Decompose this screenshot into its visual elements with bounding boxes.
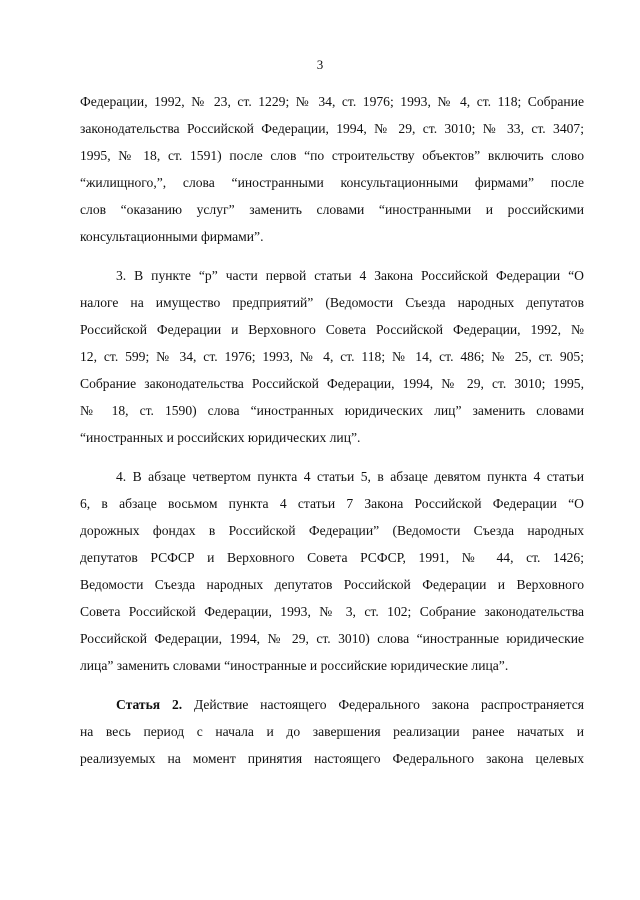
text-line: налоге на имущество предприятий” (Ведомости Съезда народных депутатов (80, 295, 584, 310)
text-line: депутатов РСФСР и Верховного Совета РСФСР, 1991, № 44, ст. 1426; (80, 550, 584, 565)
article-heading: Статья 2. (116, 697, 183, 712)
text-line: Российской Федерации, 1994, № 29, ст. 3010) слова “иностранные юридические (80, 631, 584, 646)
text-line: 1995, № 18, ст. 1591) после слов “по строительству объектов” включить слово (80, 148, 584, 163)
paragraph-item-4 (80, 463, 584, 679)
text-line: консультационными фирмами”. (80, 229, 264, 244)
text-line: Совета Российской Федерации, 1993, № 3, ст. 102; Собрание законодательства (80, 604, 584, 619)
paragraph-continuation (80, 88, 584, 250)
page-number: 3 (316, 57, 324, 72)
text-line: слов “оказанию услуг” заменить словами “иностранными и российскими (80, 202, 584, 217)
article-2 (80, 691, 584, 772)
text-line: законодательства Российской Федерации, 1994, № 29, ст. 3010; № 33, ст. 3407; (80, 121, 584, 136)
text-line: реализуемых на момент принятия настоящего Федерального закона целевых (80, 751, 584, 766)
document-body (80, 88, 584, 772)
article-text: Действие настоящего Федерального закона распространяется (193, 697, 584, 712)
text-line: 6, в абзаце восьмом пункта 4 статьи 7 Закона Российской Федерации “О (80, 496, 584, 511)
text-line: Российской Федерации и Верховного Совета Российской Федерации, 1992, № (80, 322, 584, 337)
text-line: Собрание законодательства Российской Федерации, 1994, № 29, ст. 3010; 1995, (80, 376, 584, 391)
text-line (80, 691, 584, 718)
text-line: 4. В абзаце четвертом пункта 4 статьи 5, в абзаце девятом пункта 4 статьи (116, 469, 584, 484)
paragraph-item-3 (80, 262, 584, 451)
text-line: на весь период с начала и до завершения реализации ранее начатых и (80, 724, 584, 739)
text-line: “иностранных и российских юридических лиц”. (80, 430, 361, 445)
text-line: Ведомости Съезда народных депутатов Российской Федерации и Верховного (80, 577, 584, 592)
text-line: лица” заменить словами “иностранные и российские юридические лица”. (80, 658, 509, 673)
text-line: Федерации, 1992, № 23, ст. 1229; № 34, ст. 1976; 1993, № 4, ст. 118; Собрание (80, 94, 584, 109)
text-line: 3. В пункте “р” части первой статьи 4 Закона Российской Федерации “О (116, 268, 584, 283)
text-line: “жилищного,”, слова “иностранными консультационными фирмами” после (80, 175, 584, 190)
text-line: № 18, ст. 1590) слова “иностранных юридических лиц” заменить словами (80, 403, 584, 418)
text-line: дорожных фондах в Российской Федерации” (Ведомости Съезда народных (80, 523, 584, 538)
text-line: 12, ст. 599; № 34, ст. 1976; 1993, № 4, ст. 118; № 14, ст. 486; № 25, ст. 905; (80, 349, 584, 364)
